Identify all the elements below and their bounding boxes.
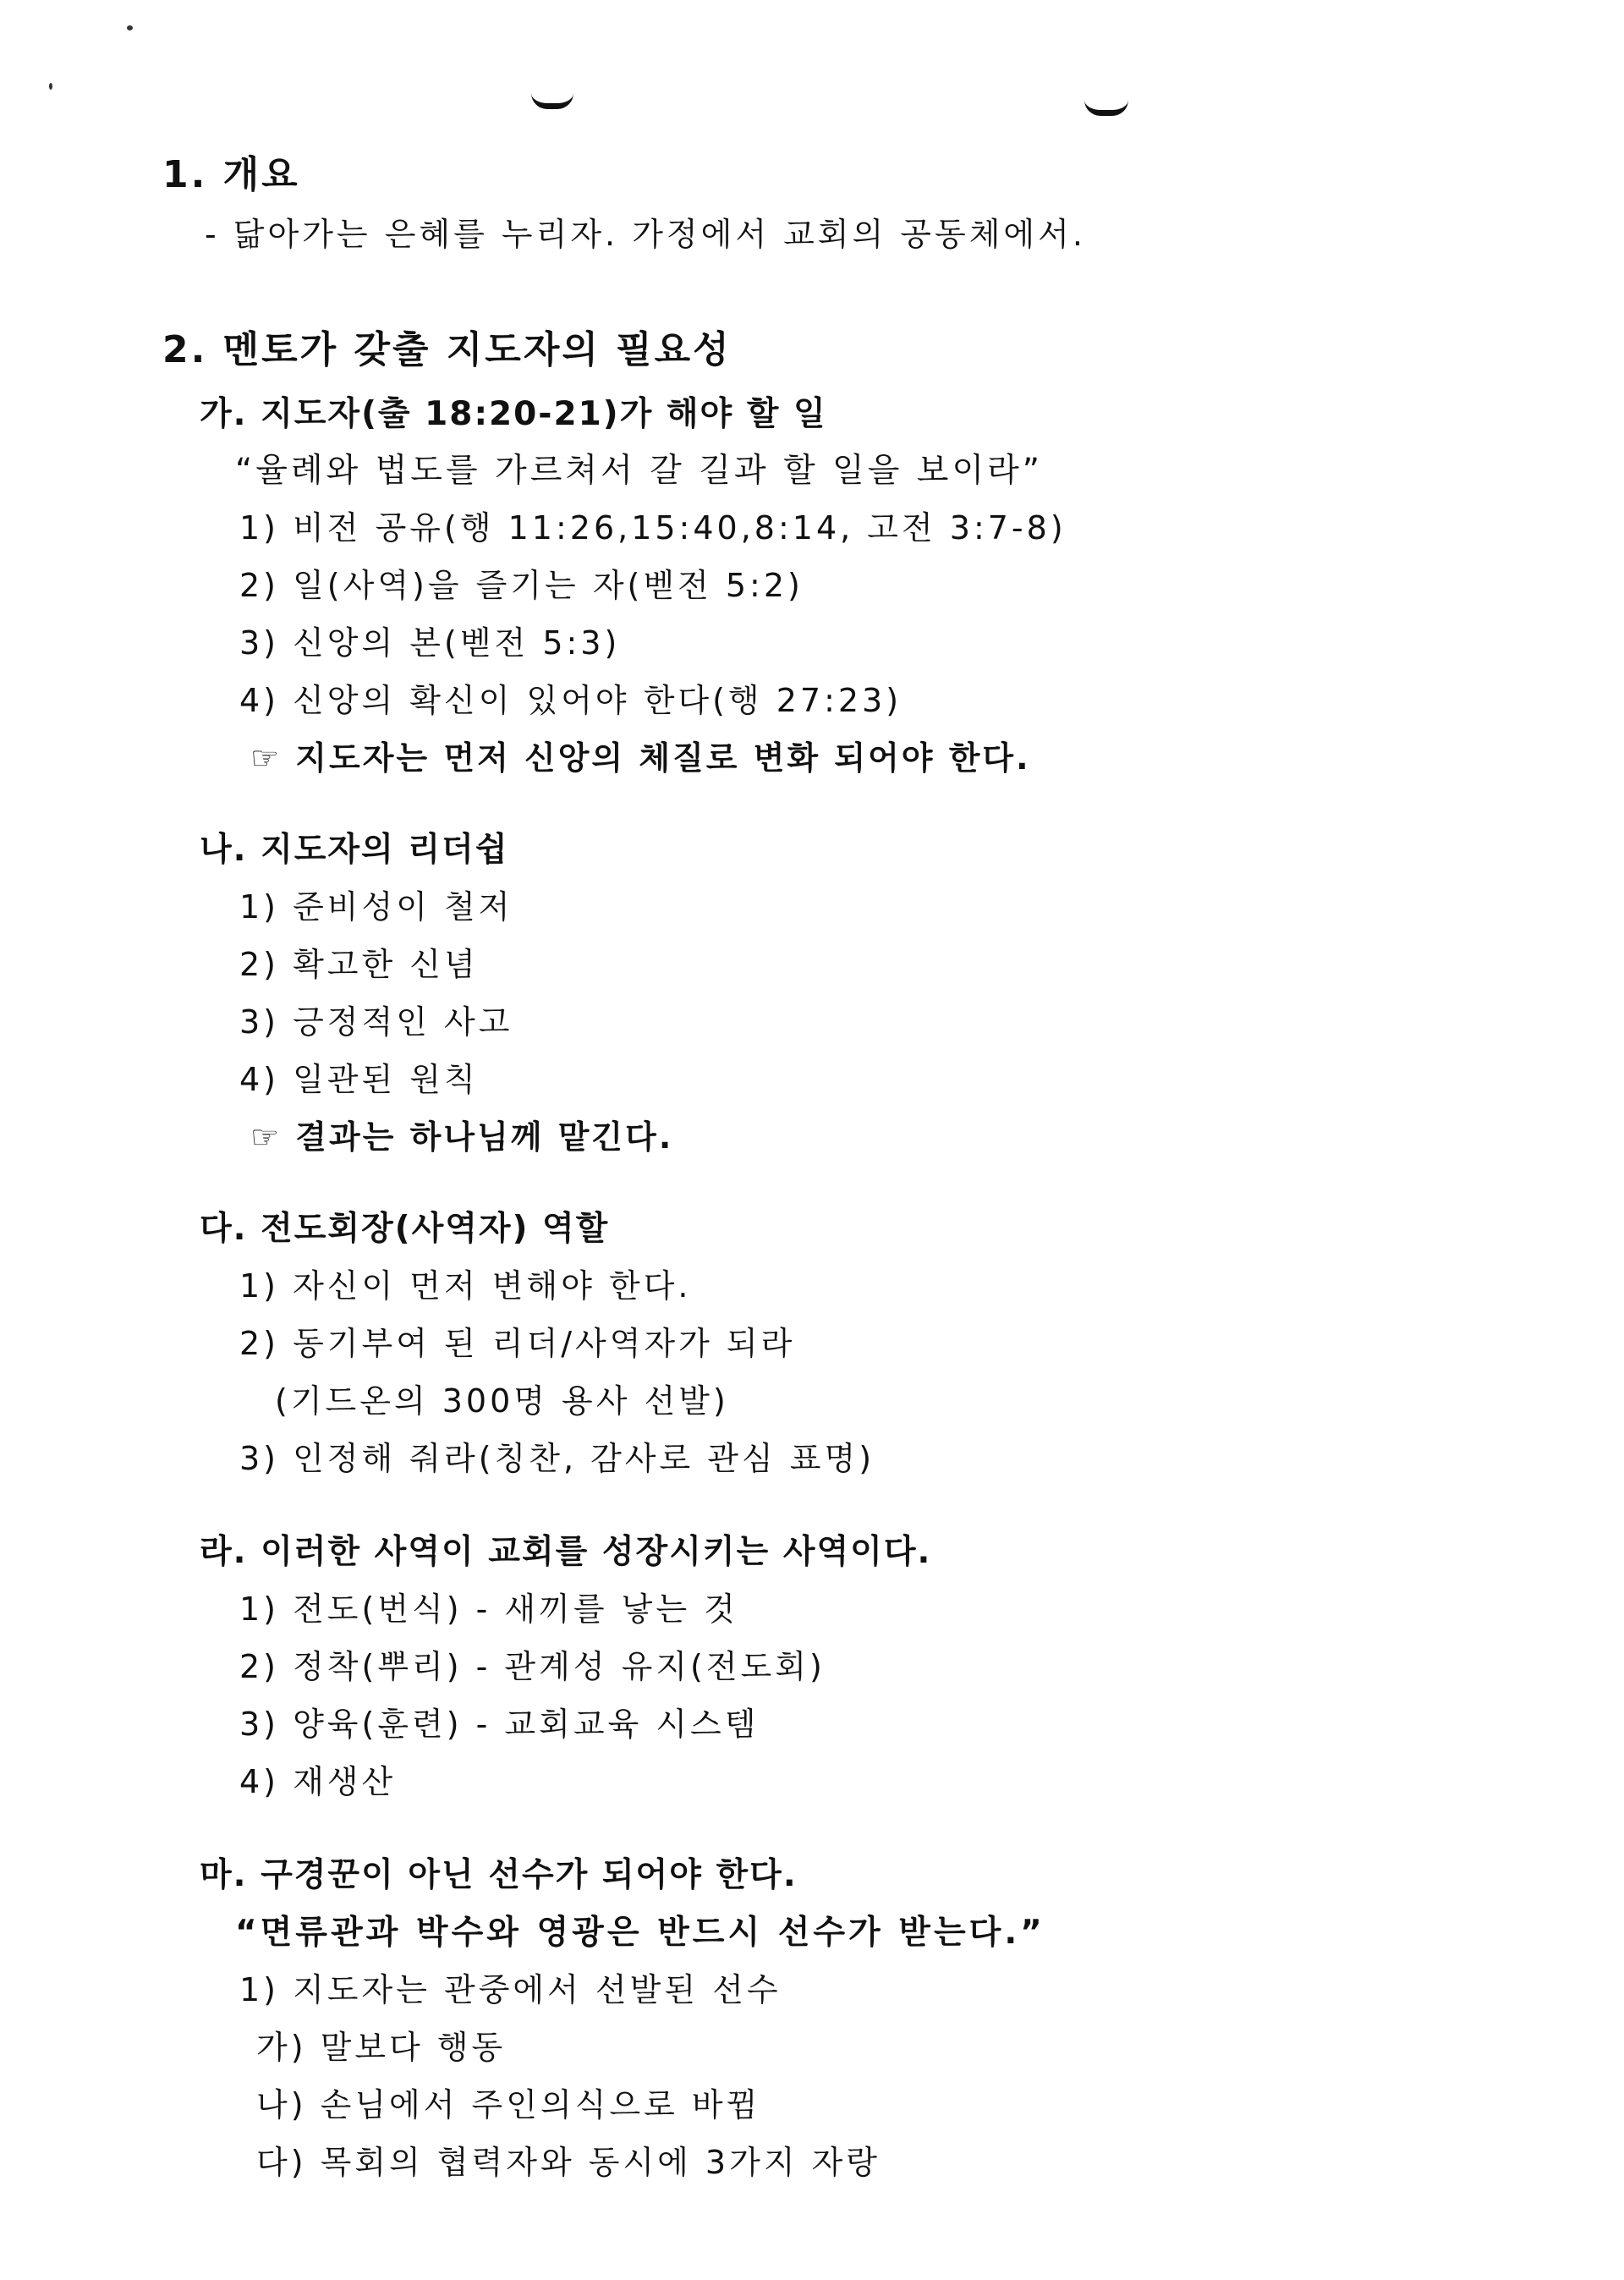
list-item: 1) 전도(번식) - 새끼를 낳는 것 xyxy=(239,1591,738,1628)
binder-mark-right xyxy=(1084,100,1128,116)
subsection-ga-quote: “율례와 법도를 가르쳐서 갈 길과 할 일을 보이라” xyxy=(235,452,1043,490)
list-item: 1) 자신이 먼저 변해야 한다. xyxy=(239,1267,692,1305)
list-item: 4) 일관된 원칙 xyxy=(239,1061,479,1098)
subsection-na-title: 나. 지도자의 리더쉽 xyxy=(200,831,509,869)
list-item: 4) 재생산 xyxy=(239,1763,397,1800)
list-item: 2) 확고한 신념 xyxy=(239,946,479,983)
list-item: 3) 양육(훈련) - 교회교육 시스템 xyxy=(239,1706,760,1743)
list-item: 3) 인정해 줘라(칭찬, 감사로 관심 표명) xyxy=(239,1440,875,1477)
list-item: 가) 말보다 행동 xyxy=(256,2029,507,2066)
list-item: 4) 신앙의 확신이 있어야 한다(행 27:23) xyxy=(239,682,903,719)
section-2-heading: 2. 멘토가 갖출 지도자의 필요성 xyxy=(162,328,732,371)
list-item: 1) 비전 공유(행 11:26,15:40,8:14, 고전 3:7-8) xyxy=(239,509,1067,547)
binder-mark-left xyxy=(531,93,573,109)
list-item: 2) 정착(뿌리) - 관계성 유지(전도회) xyxy=(239,1648,826,1685)
subsection-da-title: 다. 전도회장(사역자) 역할 xyxy=(200,1210,610,1248)
list-item: 다) 목회의 협력자와 동시에 3가지 자랑 xyxy=(256,2144,881,2181)
list-item-continuation: (기드온의 300명 용사 선발) xyxy=(275,1382,729,1420)
subsection-ga-title: 가. 지도자(출 18:20-21)가 해야 할 일 xyxy=(200,395,827,433)
subsection-ma-quote: “면류관과 박수와 영광은 반드시 선수가 받는다.” xyxy=(235,1914,1045,1952)
scan-speck xyxy=(127,25,133,30)
section-1-body: - 닮아가는 은혜를 누리자. 가정에서 교회의 공동체에서. xyxy=(205,216,1086,253)
section-1-heading: 1. 개요 xyxy=(162,153,300,196)
subsection-ra-title: 라. 이러한 사역이 교회를 성장시키는 사역이다. xyxy=(200,1533,932,1571)
list-item: 나) 손님에서 주인의식으로 바뀜 xyxy=(256,2086,761,2123)
subsection-ga-note: ☞ 지도자는 먼저 신앙의 체질로 변화 되어야 한다. xyxy=(250,739,1031,777)
subsection-na-note: ☞ 결과는 하나님께 맡긴다. xyxy=(250,1118,674,1156)
scan-speck xyxy=(49,83,52,90)
list-item: 3) 신앙의 본(벧전 5:3) xyxy=(239,624,621,662)
list-item: 1) 지도자는 관중에서 선발된 선수 xyxy=(239,1971,782,2008)
subsection-ma-title: 마. 구경꾼이 아닌 선수가 되어야 한다. xyxy=(200,1856,798,1894)
list-item: 3) 긍정적인 사고 xyxy=(239,1003,513,1041)
list-item: 2) 일(사역)을 즐기는 자(벧전 5:2) xyxy=(239,567,804,604)
list-item: 1) 준비성이 철저 xyxy=(239,888,513,926)
list-item: 2) 동기부여 된 리더/사역자가 되라 xyxy=(239,1325,796,1362)
